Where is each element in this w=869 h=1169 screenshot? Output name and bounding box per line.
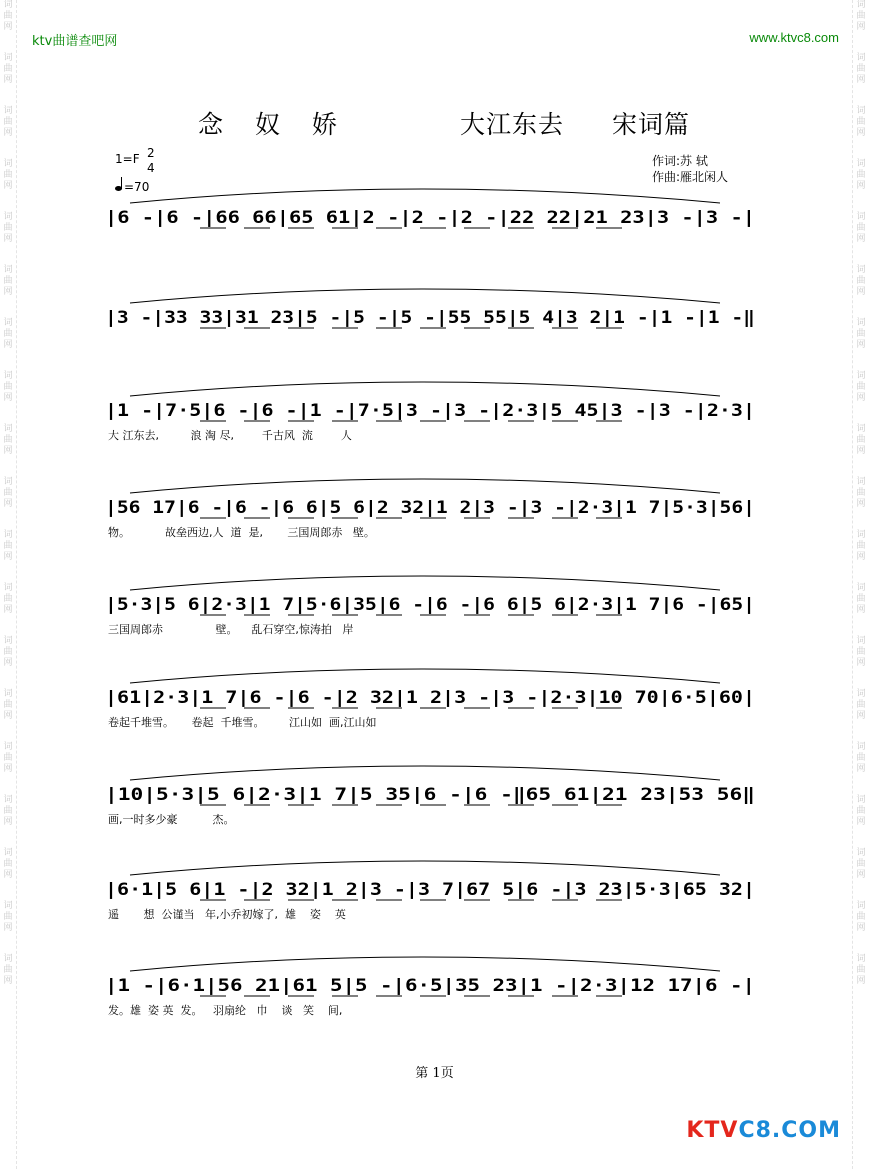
notation-line: |1 -|6·1|56 21|61 5|5 -|6·5|35 23|1 -|2·3|12 17|6 -| <box>105 976 756 996</box>
watermark-text: 词 曲 网 <box>3 636 13 668</box>
score-row <box>105 957 755 1017</box>
watermark-text: 词 曲 网 <box>3 212 13 244</box>
slur-mark <box>130 189 720 203</box>
slur-mark <box>130 479 720 493</box>
lyricist-credit: 作词:苏 轼 <box>652 154 708 168</box>
watermark-text: 词 曲 网 <box>3 742 13 774</box>
watermark-text: 词 曲 网 <box>856 265 866 297</box>
watermark-text: 词 曲 网 <box>856 689 866 721</box>
watermark-text: 词 曲 网 <box>3 424 13 456</box>
tempo-value: =70 <box>124 180 150 194</box>
watermark-text: 词 曲 网 <box>3 265 13 297</box>
song-title: 念 奴 娇 <box>198 110 349 139</box>
watermark-text: 词 曲 网 <box>3 0 13 32</box>
watermark-text: 词 曲 网 <box>856 583 866 615</box>
watermark-text: 词 曲 网 <box>856 636 866 668</box>
site-logo[interactable] <box>686 1118 841 1143</box>
watermark-text: 词 曲 网 <box>856 530 866 562</box>
time-signature-bottom: 4 <box>147 161 155 175</box>
slur-mark <box>130 957 720 971</box>
slur-mark <box>130 382 720 396</box>
watermark-text: 词 曲 网 <box>856 901 866 933</box>
slur-mark <box>130 289 720 303</box>
slur-mark <box>130 576 720 590</box>
logo-c8: C8.COM <box>738 1118 841 1143</box>
watermark-text: 词 曲 网 <box>3 583 13 615</box>
watermark-text: 词 曲 网 <box>3 901 13 933</box>
watermark-text: 词 曲 网 <box>856 795 866 827</box>
score-row <box>105 576 755 636</box>
watermark-text: 词 曲 网 <box>856 848 866 880</box>
watermark-text: 词 曲 网 <box>856 0 866 32</box>
page-number: 第 1页 <box>415 1066 454 1081</box>
notation-line: |61|2·3|1 7|6 -|6 -|2 32|1 2|3 -|3 -|2·3|10 70|6·5|60| <box>105 688 756 708</box>
watermark-text: 词 曲 网 <box>3 371 13 403</box>
watermark-text: 词 曲 网 <box>856 106 866 138</box>
song-subtitle: 大江东去 <box>460 110 565 139</box>
notation-line: |5·3|5 6|2·3|1 7|5·6|35|6 -|6 -|6 6|5 6|2·3|1 7|6 -|65| <box>105 595 755 615</box>
notation-line: |10|5·3|5 6|2·3|1 7|5 35|6 -|6 -‖65 61|21 23|53 56‖ <box>105 785 755 805</box>
watermark-text: 词 曲 网 <box>3 530 13 562</box>
slur-mark <box>130 861 720 875</box>
score-row <box>105 479 755 539</box>
notation-line: |6·1|5 6|1 -|2 32|1 2|3 -|3 7|67 5|6 -|3 23|5·3|65 32| <box>105 880 756 900</box>
watermark-text: 词 曲 网 <box>3 954 13 986</box>
watermark-text: 词 曲 网 <box>856 424 866 456</box>
score-row <box>105 669 755 729</box>
watermark-text: 词 曲 网 <box>856 477 866 509</box>
time-signature-top: 2 <box>147 146 155 160</box>
watermark-text: 词 曲 网 <box>856 371 866 403</box>
watermark-text: 词 曲 网 <box>3 848 13 880</box>
watermark-text: 词 曲 网 <box>856 159 866 191</box>
watermark-text: 词 曲 网 <box>3 318 13 350</box>
watermark-text: 词 曲 网 <box>3 477 13 509</box>
lyric-line: 物。 故垒西边,人 道 是, 三国周郎赤 壁。 <box>108 526 375 539</box>
composer-credit: 作曲:雁北闲人 <box>652 170 729 184</box>
logo-ktv: KTV <box>686 1118 739 1143</box>
watermark-text: 词 曲 网 <box>856 318 866 350</box>
site-name-left[interactable]: ktv曲谱查吧网 <box>32 34 118 49</box>
watermark-text: 词 曲 网 <box>856 954 866 986</box>
slur-mark <box>130 669 720 683</box>
song-category: 宋词篇 <box>612 110 691 139</box>
score-row <box>105 289 755 328</box>
lyric-line: 卷起千堆雪。 卷起 千堆雪。 江山如 画,江山如 <box>108 716 377 729</box>
watermark-text: 词 曲 网 <box>856 742 866 774</box>
lyric-line: 大 江东去, 浪 淘 尽, 千古风 流 人 <box>108 429 352 442</box>
notation-line: |56 17|6 -|6 -|6 6|5 6|2 32|1 2|3 -|3 -|2·3|1 7|5·3|56| <box>105 498 755 518</box>
watermark-text: 词 曲 网 <box>3 159 13 191</box>
site-url-right[interactable]: www.ktvc8.com <box>749 30 839 45</box>
lyric-line: 画,一时多少豪 杰。 <box>108 813 235 826</box>
watermark-text: 词 曲 网 <box>3 689 13 721</box>
notation-line: |6 -|6 -|66 66|65 61|2 -|2 -|2 -|22 22|21 23|3 -|3 -| <box>105 208 755 228</box>
score-row <box>105 382 755 442</box>
watermark-text: 词 曲 网 <box>3 795 13 827</box>
notation-line: |1 -|7·5|6 -|6 -|1 -|7·5|3 -|3 -|2·3|5 45|3 -|3 -|2·3| <box>105 401 756 421</box>
watermark-text: 词 曲 网 <box>856 212 866 244</box>
notation-line: |3 -|33 33|31 23|5 -|5 -|5 -|55 55|5 4|3 2|1 -|1 -|1 -‖ <box>105 308 755 328</box>
lyric-line: 三国周郎赤 壁。 乱石穿空,惊涛拍 岸 <box>108 623 354 636</box>
score-row <box>105 189 755 228</box>
key-signature: 1=F <box>115 152 140 166</box>
watermark-text: 词 曲 网 <box>3 53 13 85</box>
watermark-text: 词 曲 网 <box>3 106 13 138</box>
lyric-line: 发。雄 姿 英 发。 羽扇纶 巾 谈 笑 间, <box>108 1004 343 1017</box>
slur-mark <box>130 766 720 780</box>
lyric-line: 遥 想 公谨当 年,小乔初嫁了, 雄 姿 英 <box>108 908 346 921</box>
score-row <box>105 766 755 826</box>
watermark-text: 词 曲 网 <box>856 53 866 85</box>
score-row <box>105 861 755 921</box>
